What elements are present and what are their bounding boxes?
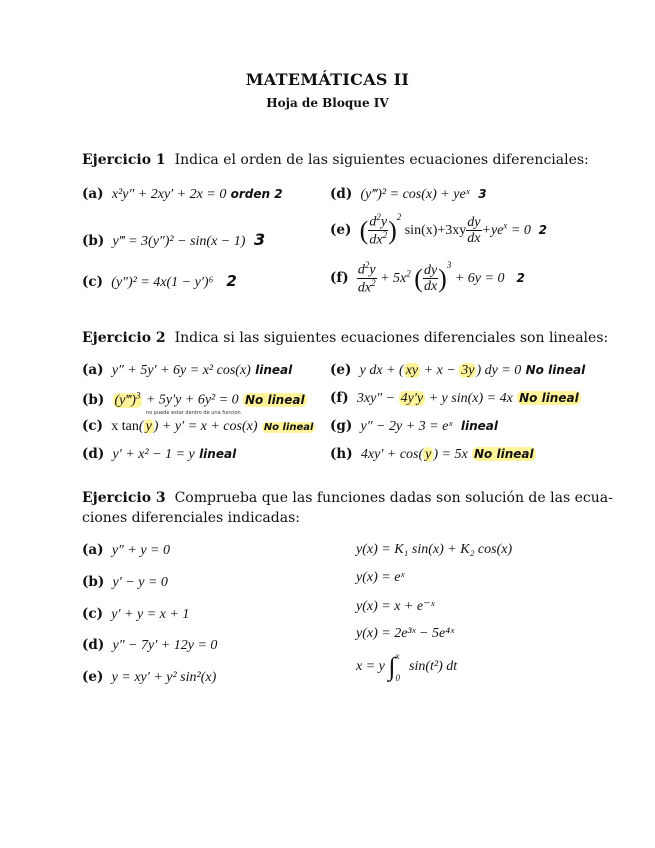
ej2-item-g	[330, 418, 498, 435]
handwritten-answer: 2	[538, 223, 547, 237]
handwritten-answer: No lineal	[263, 422, 314, 433]
handwritten-answer: No lineal	[525, 363, 586, 377]
equation: sin(x)+3xy	[404, 223, 467, 238]
equation: y′ + x² − 1 = y	[112, 447, 195, 462]
equation: y = xy′ + y² sin²(x)	[111, 670, 217, 685]
equation: y′ − y = 0	[112, 575, 168, 590]
ej1-item-a	[82, 186, 283, 203]
ej3-prompt-line1: Comprueba que las funciones dadas son solución de las ecua-	[174, 490, 613, 506]
ej2-label: Ejercicio 2	[82, 330, 166, 346]
equation: (y″)² = 4x(1 − y′)⁶	[111, 275, 214, 290]
ej2-heading	[82, 330, 608, 346]
fraction-d2y-dx2: $\frac{d^2y}{dx^2}$	[369, 212, 388, 248]
item-key: (f)	[330, 390, 349, 406]
handwritten-answer: orden 2	[230, 187, 283, 201]
equation: y″ + y = 0	[111, 543, 170, 558]
equation: + 5y′y + 6y² = 0	[145, 392, 239, 408]
item-key: (d)	[330, 186, 353, 202]
ej1-item-b	[82, 230, 265, 250]
item-key: (a)	[82, 186, 104, 202]
integral-sign: ∫	[388, 652, 396, 681]
fraction-dy-dx: $\frac{dy}{dx}$	[467, 214, 481, 247]
handwritten-answer: No lineal	[244, 392, 305, 407]
ej3-item-e	[82, 669, 216, 686]
item-key: (c)	[82, 606, 103, 622]
item-key: (d)	[82, 446, 105, 462]
margin-note: no puede estar dentro de una funcion	[146, 410, 241, 416]
item-key: (c)	[82, 418, 103, 434]
handwritten-answer: No lineal	[474, 447, 534, 461]
highlight: 3y	[461, 363, 475, 378]
paren-right: )	[388, 215, 397, 245]
highlight: xy	[405, 363, 419, 378]
fraction-d2y-dx2: $\frac{d^2y}{dx^2}$	[357, 260, 376, 296]
item-key: (f)	[330, 270, 349, 286]
page-title: MATEMÁTICAS II	[245, 70, 410, 89]
solution-b: y(x) = eˣ	[356, 570, 405, 585]
ej2-item-f: (f) 3xy″ − 4y′y + y sin(x) = 4x No lineal	[330, 390, 579, 406]
ej1-item-d	[330, 186, 487, 203]
paren-right: )	[438, 263, 447, 293]
ej1-prompt: Indica el orden de las siguientes ecuaciones diferenciales:	[174, 152, 589, 168]
handwritten-answer: No lineal	[519, 391, 579, 405]
item-key: (d)	[82, 637, 105, 653]
solution-e-integrand: sin(t²) dt	[409, 659, 458, 675]
equation: y″ + 5y′ + 6y = x² cos(x)	[111, 363, 251, 378]
equation: 4xy′ + cos(	[360, 447, 424, 462]
solution-d: y(x) = 2e³ˣ − 5e⁴ˣ	[356, 626, 455, 641]
ej1-item-f: (f) $\frac{d^2y}{dx^2}$ + $5x^2$ ( $\frac{dy}{dx}$ )$^3$ + 6y = 0 2	[330, 260, 525, 296]
solution-e-lhs: x = y	[356, 659, 385, 675]
ej3-label: Ejercicio 3	[82, 490, 166, 506]
ej2-prompt: Indica si las siguientes ecuaciones diferenciales son lineales:	[174, 330, 609, 346]
ej3-item-a	[82, 542, 170, 559]
ej1-label: Ejercicio 1	[82, 152, 166, 168]
highlight: 4y′y	[400, 391, 424, 406]
equation: 3xy″ −	[356, 391, 396, 406]
equation: x²y″ + 2xy′ + 2x = 0	[111, 187, 227, 202]
ej2-item-e: (e) y dx + ( xy + x − 3y ) dy = 0 No lineal	[330, 362, 586, 378]
item-key: (g)	[330, 418, 353, 434]
item-key: (c)	[82, 274, 103, 290]
integral-limits: x 0	[395, 651, 400, 683]
page-subtitle: Hoja de Bloque IV	[266, 96, 389, 110]
item-key: (a)	[82, 542, 104, 558]
item-key: (e)	[330, 222, 352, 238]
item-key: (e)	[82, 669, 104, 685]
ej2-item-h: (h) 4xy′ + cos( y ) = 5x No lineal	[330, 446, 534, 462]
item-key: (b)	[82, 574, 105, 590]
equation: y″ − 2y + 3 = eˣ	[360, 419, 453, 434]
ej3-item-b	[82, 574, 168, 591]
solution-e	[356, 650, 457, 684]
ej2-item-c: (c) x tan( y ) + y′ = x + cos(x) No lineal	[82, 418, 314, 434]
ej3-item-c	[82, 606, 189, 623]
ej2-item-d	[82, 446, 236, 463]
handwritten-answer: 3	[254, 230, 266, 249]
ej3-prompt-line2: ciones diferenciales indicadas:	[82, 510, 300, 526]
handwritten-answer: lineal	[255, 363, 293, 377]
equation: (y‴)² = cos(x) + yeˣ	[360, 187, 470, 202]
item-key: (b)	[82, 391, 105, 408]
paren-left: (	[359, 215, 369, 245]
item-key: (e)	[330, 362, 352, 378]
equation: y″ − 7y′ + 12y = 0	[112, 638, 218, 653]
equation: + y′ = x + cos(x)	[161, 419, 258, 434]
highlight: y	[425, 447, 432, 462]
ej2-item-a	[82, 362, 292, 379]
handwritten-answer: 3	[478, 187, 487, 201]
item-key: (b)	[82, 233, 105, 249]
solution-a: y(x) = K₁ sin(x) + K₂ cos(x)	[356, 542, 513, 557]
highlight: y	[145, 419, 152, 434]
item-key: (h)	[330, 446, 353, 462]
paren-left: (	[414, 263, 423, 293]
highlight: (y‴)$^3$	[114, 390, 141, 408]
solution-c: y(x) = x + e⁻ˣ	[356, 599, 435, 614]
ej3-heading	[82, 490, 613, 506]
item-key: (a)	[82, 362, 104, 378]
ej1-item-e: (e) ( $\frac{d^2y}{dx^2}$ )$^2$ sin(x)+3xy $\frac{dy}{dx}$ $+ye^x = 0$ 2	[330, 212, 547, 248]
equation: y dx +	[359, 363, 396, 378]
handwritten-answer: 2	[226, 272, 237, 290]
equation: + 6y = 0	[454, 271, 505, 286]
ej2-item-b	[82, 390, 307, 409]
ej1-item-c	[82, 272, 237, 291]
handwritten-answer: lineal	[199, 447, 237, 461]
equation: y‴ = 3(y″)² − sin(x − 1)	[112, 234, 246, 249]
equation: y′ + y = x + 1	[111, 607, 190, 622]
ej3-item-d	[82, 637, 217, 654]
ej1-heading	[82, 152, 589, 168]
handwritten-answer: 2	[516, 271, 525, 285]
fraction-dy-dx: $\frac{dy}{dx}$	[423, 262, 438, 295]
handwritten-answer: lineal	[460, 419, 498, 433]
